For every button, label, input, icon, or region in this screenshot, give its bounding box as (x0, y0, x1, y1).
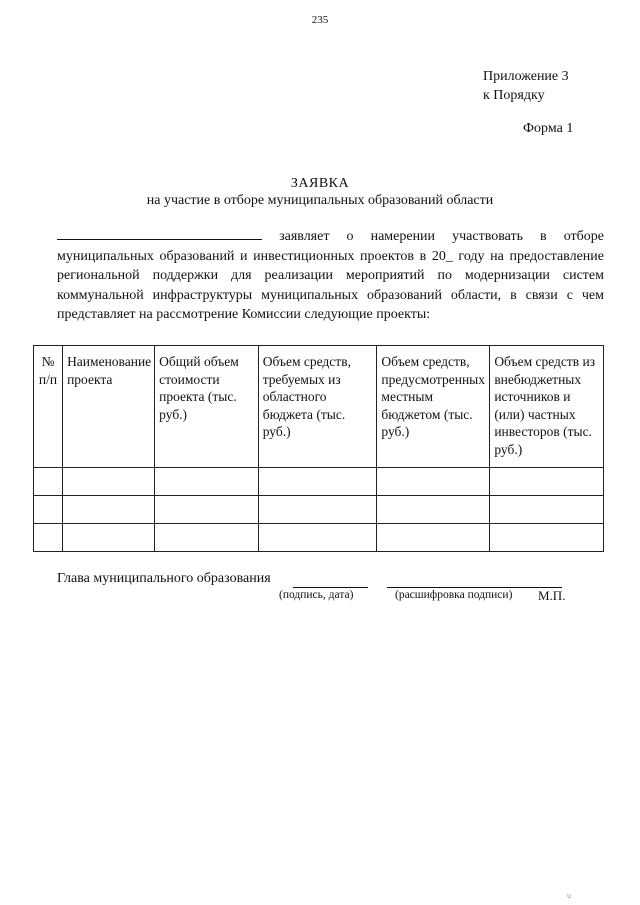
table-cell[interactable] (377, 524, 490, 552)
table-cell[interactable] (377, 496, 490, 524)
table-cell[interactable] (63, 468, 155, 496)
header-extrabudgetary: Объем средств из внебюджетных источников и (или) частных инвесторов (тыс. руб.) (490, 346, 604, 468)
document-subtitle: на участие в отборе муниципальных образований области (146, 193, 494, 208)
stamp-label: М.П. (538, 588, 566, 603)
appendix-line-1: Приложение 3 (483, 69, 569, 84)
header-total-cost: Общий объем стоимости проекта (тыс. руб.) (155, 346, 259, 468)
signature-decoding-line[interactable] (387, 586, 562, 588)
table-cell[interactable] (63, 524, 155, 552)
table-cell[interactable] (490, 496, 604, 524)
signature-caption: (подпись, дата) (279, 589, 354, 601)
table-cell[interactable] (258, 524, 377, 552)
table-row (34, 524, 604, 552)
intro-text: заявляет о намерении участвовать в отборе муниципальных образований и инвестиционных проектов в 20_ году на предоставление региональной поддержки для реализации мероприятий по модернизации систем коммунальной инфраструктуры муниципальных образований области, в связи с чем представляет на рассмотрение Комиссии следующие проекты: (57, 229, 605, 322)
header-number: № п/п (34, 346, 63, 468)
header-local-budget: Объем средств, предусмотренных местным бюджетом (тыс. руб.) (377, 346, 490, 468)
header-regional-budget: Объем средств, требуемых из областного бюджета (тыс. руб.) (258, 346, 377, 468)
applicant-name-blank (57, 227, 262, 240)
table-cell[interactable] (258, 496, 377, 524)
signature-label: Глава муниципального образования (57, 571, 271, 586)
table-row (34, 468, 604, 496)
table-cell[interactable] (155, 496, 259, 524)
table-cell[interactable] (377, 468, 490, 496)
header-project-name: Наименование проекта (63, 346, 155, 468)
decoding-caption: (расшифровка подписи) (395, 589, 513, 601)
form-label: Форма 1 (523, 121, 574, 136)
corner-mark: u (567, 891, 571, 900)
table-cell[interactable] (155, 468, 259, 496)
table-cell[interactable] (155, 524, 259, 552)
table-cell[interactable] (34, 524, 63, 552)
table-cell[interactable] (490, 524, 604, 552)
appendix-line-2: к Порядку (483, 88, 545, 103)
appendix-reference (483, 67, 569, 105)
signature-line[interactable] (293, 586, 368, 588)
table-row (34, 496, 604, 524)
table-cell[interactable] (490, 468, 604, 496)
intro-paragraph (57, 227, 604, 325)
table-cell[interactable] (34, 496, 63, 524)
page-number: 235 (311, 14, 329, 26)
table-header-row (34, 346, 604, 468)
projects-table (33, 345, 604, 552)
table-cell[interactable] (258, 468, 377, 496)
table-cell[interactable] (63, 496, 155, 524)
table-cell[interactable] (34, 468, 63, 496)
document-title: ЗАЯВКА (290, 176, 350, 191)
